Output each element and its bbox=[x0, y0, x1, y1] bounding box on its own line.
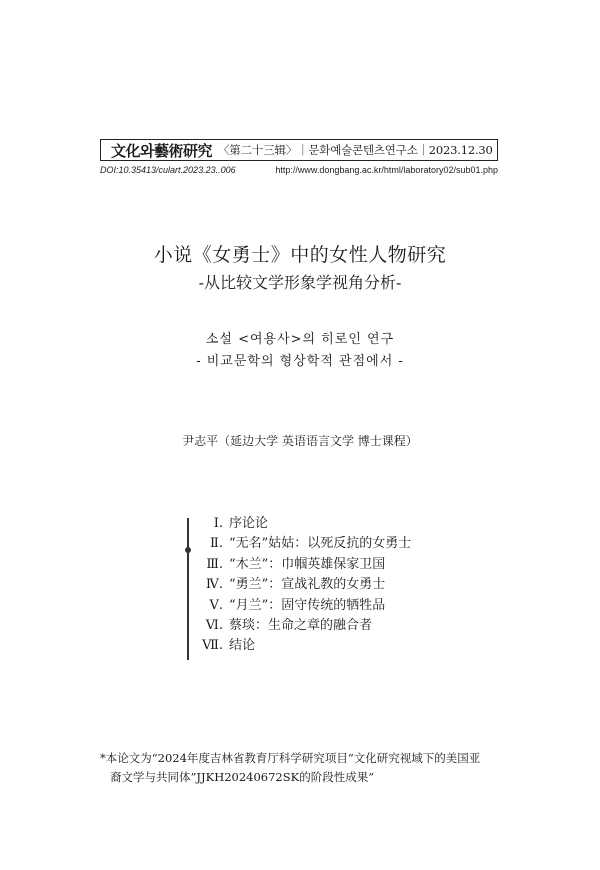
toc-bullet bbox=[185, 547, 191, 553]
toc-item bbox=[201, 575, 411, 595]
paper-subtitle-chinese: -从比较文学形象学视角分析- bbox=[198, 273, 402, 292]
footnote-line-2: 裔文学与共同体”JJKH20240672SK的阶段性成果” bbox=[110, 770, 375, 784]
toc-item-text: 蔡琰：生命之章的融合者 bbox=[229, 617, 373, 633]
toc-item-number: Ⅴ. bbox=[209, 597, 223, 613]
toc-item-text: 结论 bbox=[229, 638, 256, 654]
toc-item-text: “无名”姑姑：以死反抗的女勇士 bbox=[229, 536, 412, 552]
toc-item bbox=[201, 555, 411, 575]
toc-item-text: 序论论 bbox=[229, 516, 269, 531]
paper-subtitle-korean: - 비교문학의 형상학적 관점에서 - bbox=[196, 354, 404, 369]
toc-item-number: Ⅵ. bbox=[205, 617, 223, 633]
toc-item-number: Ⅰ. bbox=[213, 516, 223, 531]
table-of-contents bbox=[187, 514, 467, 660]
toc-item-text: “勇兰”：宣战礼教的女勇士 bbox=[229, 577, 386, 593]
paper-title-chinese: 小说《女勇士》中的女性人物研究 bbox=[153, 244, 447, 266]
funding-footnote bbox=[100, 749, 520, 787]
doi-line bbox=[100, 165, 498, 177]
doi-text: DOI:10.35413/culart.2023.23..006 bbox=[100, 165, 236, 175]
toc-item-number: Ⅶ. bbox=[202, 638, 223, 654]
journal-logo: 文化와藝術研究 bbox=[111, 141, 212, 160]
toc-list bbox=[201, 514, 411, 657]
toc-item-text: “木兰”：巾帼英雄保家卫国 bbox=[229, 556, 386, 572]
journal-issue-info: 〈第二十三辑〉｜문화예술콘텐츠연구소｜2023.12.30 bbox=[218, 143, 493, 157]
author-line: 尹志平（延边大学 英语语言文学 博士课程） bbox=[182, 434, 418, 448]
toc-rule bbox=[187, 518, 189, 660]
toc-item bbox=[201, 534, 411, 554]
toc-item bbox=[201, 514, 411, 534]
journal-header bbox=[100, 139, 498, 161]
toc-item-text: “月兰”：固守传统的牺牲品 bbox=[229, 597, 386, 613]
toc-item bbox=[201, 616, 411, 636]
footnote-line-1: *本论文为“2024年度吉林省教育厅科学研究项目“文化研究视域下的美国亚 bbox=[100, 751, 481, 765]
source-url[interactable]: http://www.dongbang.ac.kr/html/laboratory02/sub01.php bbox=[275, 165, 498, 175]
paper-title-korean: 소설 <여용사>의 히로인 연구 bbox=[205, 332, 395, 347]
toc-item bbox=[201, 596, 411, 616]
toc-item-number: Ⅳ. bbox=[205, 577, 223, 593]
toc-item bbox=[201, 636, 411, 656]
toc-item-number: Ⅲ. bbox=[206, 556, 223, 572]
toc-item-number: Ⅱ. bbox=[210, 536, 223, 552]
